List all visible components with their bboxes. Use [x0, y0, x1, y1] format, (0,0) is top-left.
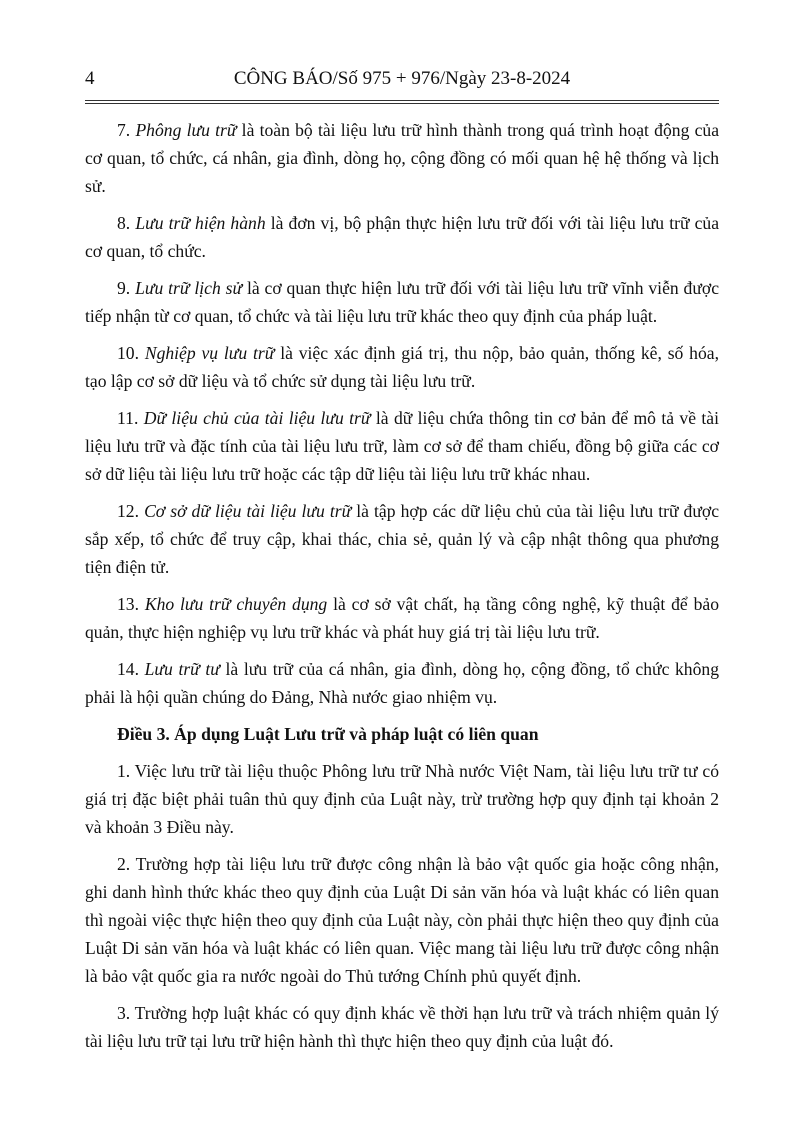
definition-12 [85, 497, 719, 581]
clause-number: 7. [117, 120, 136, 140]
definition-11 [85, 404, 719, 488]
clause-number: 12. [117, 501, 145, 521]
clause-number: 10. [117, 343, 145, 363]
definition-text: là việc xác định giá trị, thu nộp, bảo quản, thống kê, số hóa, tạo lập cơ sở dữ liệu và tổ chức sử dụng tài liệu lưu trữ. [85, 343, 719, 391]
defined-term: Kho lưu trữ chuyên dụng [144, 594, 328, 614]
definition-10 [85, 339, 719, 395]
definition-7 [85, 116, 719, 200]
defined-term: Lưu trữ tư [144, 659, 220, 679]
definition-text: là dữ liệu chứa thông tin cơ bản để mô tả về tài liệu lưu trữ và đặc tính của tài liệu lưu trữ, làm cơ sở để tham chiếu, đồng bộ giữa các cơ sở dữ liệu tài liệu lưu trữ hoặc các tập dữ liệu tài liệu lưu trữ khác nhau. [85, 408, 719, 484]
clause-number: 9. [117, 278, 136, 298]
defined-term: Nghiệp vụ lưu trữ [144, 343, 275, 363]
definition-13 [85, 590, 719, 646]
definition-text: là đơn vị, bộ phận thực hiện lưu trữ đối với tài liệu lưu trữ của cơ quan, tổ chức. [85, 213, 720, 261]
defined-term: Phông lưu trữ [135, 120, 237, 140]
definition-14 [85, 655, 719, 711]
defined-term: Lưu trữ lịch sử [135, 278, 243, 298]
gazette-title: CÔNG BÁO/Số 975 + 976/Ngày 23-8-2024 [233, 68, 571, 89]
document-body [85, 116, 719, 1064]
clause-number: 11. [117, 408, 144, 428]
article-3-heading: Điều 3. Áp dụng Luật Lưu trữ và pháp luật có liên quan [117, 724, 539, 744]
definition-text: là tập hợp các dữ liệu chủ của tài liệu lưu trữ được sắp xếp, tổ chức để truy cập, khai thác, chia sẻ, quản lý và cập nhật thông qua phương tiện điện tử. [85, 501, 719, 577]
definition-text: là lưu trữ của cá nhân, gia đình, dòng họ, cộng đồng, tổ chức không phải là hội quần chúng do Đảng, Nhà nước giao nhiệm vụ. [85, 659, 719, 707]
defined-term: Lưu trữ hiện hành [135, 213, 266, 233]
defined-term: Cơ sở dữ liệu tài liệu lưu trữ [144, 501, 352, 521]
definition-text: là toàn bộ tài liệu lưu trữ hình thành trong quá trình hoạt động của cơ quan, tổ chức, cá nhân, gia đình, dòng họ, cộng đồng có mối quan hệ hệ thống và lịch sử. [85, 120, 720, 196]
article-3-clause-1: 1. Việc lưu trữ tài liệu thuộc Phông lưu trữ Nhà nước Việt Nam, tài liệu lưu trữ tư có giá trị đặc biệt phải tuân thủ quy định của Luật này, trừ trường hợp quy định tại khoản 2 và khoản 3 Điều này. [85, 761, 719, 837]
article-3-clause-2: 2. Trường hợp tài liệu lưu trữ được công nhận là bảo vật quốc gia hoặc công nhận, ghi danh hình thức khác theo quy định của Luật Di sản văn hóa và luật khác có liên quan thì ngoài việc thực hiện theo quy định của Luật này, còn phải thực hiện theo quy định của Luật Di sản văn hóa và luật khác có liên quan. Việc mang tài liệu lưu trữ được công nhận là bảo vật quốc gia ra nước ngoài do Thủ tướng Chính phủ quyết định. [85, 854, 719, 986]
definition-8 [85, 209, 719, 265]
defined-term: Dữ liệu chủ của tài liệu lưu trữ [143, 408, 371, 428]
definition-9 [85, 274, 719, 330]
page-number: 4 [85, 68, 95, 89]
article-3-clause-3: 3. Trường hợp luật khác có quy định khác về thời hạn lưu trữ và trách nhiệm quản lý tài liệu lưu trữ tại lưu trữ hiện hành thì thực hiện theo quy định của luật đó. [85, 1003, 719, 1051]
definition-text: là cơ quan thực hiện lưu trữ đối với tài liệu lưu trữ vĩnh viễn được tiếp nhận từ cơ quan, tổ chức và tài liệu lưu trữ khác theo quy định của pháp luật. [85, 278, 720, 326]
clause-number: 13. [117, 594, 145, 614]
definition-text: là cơ sở vật chất, hạ tầng công nghệ, kỹ thuật để bảo quản, thực hiện nghiệp vụ lưu trữ khác và phát huy giá trị tài liệu lưu trữ. [85, 594, 720, 642]
page-header [85, 68, 719, 98]
clause-number: 14. [117, 659, 145, 679]
header-divider [85, 100, 719, 104]
clause-number: 8. [117, 213, 136, 233]
